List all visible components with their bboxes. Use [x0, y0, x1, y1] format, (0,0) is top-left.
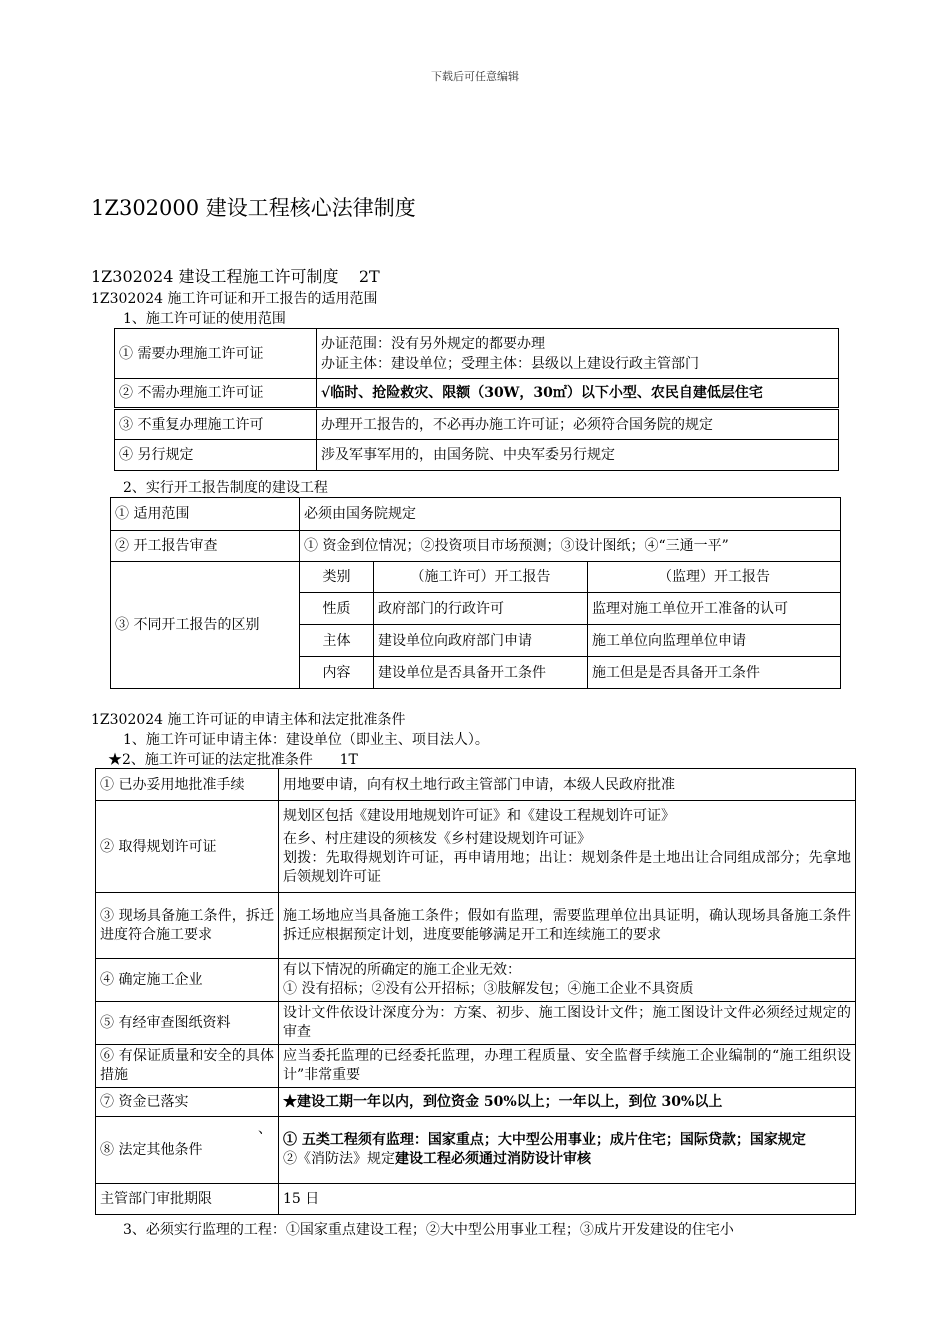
- table-cell: 涉及军事军用的，由国务院、中央军委另行规定: [317, 440, 839, 471]
- table-row: [115, 379, 839, 409]
- table-start-report: [110, 497, 841, 689]
- table-row: [115, 440, 839, 471]
- document-title: 1Z302000 建设工程核心法律制度: [91, 196, 416, 220]
- item-usage-scope: 1、施工许可证的使用范围: [123, 311, 286, 327]
- table-row: [111, 531, 841, 562]
- table-row: [96, 801, 856, 893]
- table-row: [111, 498, 841, 531]
- table-cell: 建设单位是否具备开工条件: [374, 657, 588, 689]
- table-cell: 施工但是是否具备开工条件: [588, 657, 841, 689]
- table-row: [115, 409, 839, 440]
- table-cell: 办理开工报告的，不必再办施工许可证；必须符合国务院的规定: [317, 409, 839, 440]
- table-row: [96, 1088, 856, 1117]
- table-cell: 用地要申请，向有权土地行政主管部门申请，本级人民政府批准: [279, 769, 856, 801]
- table-cell: √临时、抢险救灾、限额（30W，30㎡）以下小型、农民自建低层住宅: [317, 379, 839, 409]
- table-cell: ① 需要办理施工许可证: [115, 329, 317, 379]
- header-note: 下载后可任意编辑: [431, 70, 519, 83]
- table-cell: ② 不需办理施工许可证: [115, 379, 317, 409]
- cell-text: ⑧ 法定其他条件: [100, 1142, 203, 1158]
- table-cell: ⑤ 有经审查图纸资料: [96, 1002, 279, 1045]
- cell-line: [283, 1150, 851, 1169]
- table-cell: 政府部门的行政许可: [374, 593, 588, 625]
- table-cell: 设计文件依设计深度分为：方案、初步、施工图设计文件；施工图设计文件必须经过规定的审查: [279, 1002, 856, 1045]
- table-cell: 内容: [300, 657, 374, 689]
- table-cell: ⑦ 资金已落实: [96, 1088, 279, 1117]
- table-cell: ⑥ 有保证质量和安全的具体措施: [96, 1045, 279, 1088]
- table-cell: ② 开工报告审查: [111, 531, 300, 562]
- section-heading: [91, 264, 380, 287]
- table-row: [96, 1117, 856, 1184]
- item-supervision: 3、必须实行监理的工程：①国家重点建设工程；②大中型公用事业工程；③成片开发建设的住宅小: [123, 1222, 734, 1238]
- table-row: [115, 329, 839, 379]
- table-cell: [279, 1117, 856, 1184]
- table-header-cell: （施工许可）开工报告: [374, 562, 588, 593]
- table-row: [96, 769, 856, 801]
- table-cell: ③ 不重复办理施工许可: [115, 409, 317, 440]
- table-cell: 应当委托监理的已经委托监理，办理工程质量、安全监督手续施工企业编制的“施工组织设计”非常重要: [279, 1045, 856, 1088]
- table-cell: [317, 329, 839, 379]
- cell-text: ②《消防法》规定: [283, 1151, 395, 1167]
- item-start-report: 2、实行开工报告制度的建设工程: [123, 480, 328, 496]
- cell-line: ① 没有招标；②没有公开招标；③肢解发包；④施工企业不具资质: [283, 981, 694, 997]
- table-cell: 主体: [300, 625, 374, 657]
- table-usage-scope: [114, 328, 839, 471]
- table-row: [96, 1002, 856, 1045]
- table-cell: ① 资金到位情况；②投资项目市场预测；③设计图纸；④“三通一平”: [300, 531, 841, 562]
- item-applicant: 1、施工许可证申请主体：建设单位（即业主、项目法人）。: [123, 732, 489, 748]
- table-cell: [96, 1117, 279, 1184]
- cell-line: 办证范围：没有另外规定的都要办理: [321, 335, 545, 352]
- table-cell: ★建设工期一年以内，到位资金 50%以上；一年以上，到位 30%以上: [279, 1088, 856, 1117]
- item-conditions-text: ★2、施工许可证的法定批准条件: [108, 752, 313, 768]
- table-row: [96, 1045, 856, 1088]
- section-score: 2T: [358, 267, 380, 286]
- cell-line: 规划区包括《建设用地规划许可证》和《建设工程规划许可证》: [283, 807, 675, 824]
- section-heading-text: 1Z302024 建设工程施工许可制度: [91, 267, 339, 286]
- table-row: [96, 1184, 856, 1215]
- table-cell: 建设单位向政府部门申请: [374, 625, 588, 657]
- item-conditions-score: 1T: [339, 752, 358, 768]
- cell-line: 划拨：先取得规划许可证，再申请用地；出让：规划条件是土地出让合同组成部分；先拿地后领规划许可证: [283, 849, 851, 885]
- cell-line: ① 五类工程须有监理：国家重点；大中型公用事业；成片住宅；国际贷款；国家规定: [283, 1132, 806, 1148]
- cell-mark: 、: [258, 1121, 272, 1137]
- cell-line: 在乡、村庄建设的须核发《乡村建设规划许可证》: [283, 830, 591, 847]
- table-cell: ① 适用范围: [111, 498, 300, 531]
- subsection-heading-1: 1Z302024 施工许可证和开工报告的适用范围: [91, 291, 378, 307]
- table-cell: 必须由国务院规定: [300, 498, 841, 531]
- item-conditions: [108, 749, 358, 769]
- table-cell: [279, 801, 856, 893]
- cell-line: 有以下情况的所确定的施工企业无效：: [283, 962, 521, 978]
- table-cell: 主管部门审批期限: [96, 1184, 279, 1215]
- table-cell: [279, 959, 856, 1002]
- table-row: [111, 562, 841, 593]
- table-cell: ④ 确定施工企业: [96, 959, 279, 1002]
- table-cell: 施工场地应当具备施工条件；假如有监理，需要监理单位出具证明，确认现场具备施工条件拆迁应根据预定计划，进度要能够满足开工和连续施工的要求: [279, 893, 856, 959]
- table-header-cell: 类别: [300, 562, 374, 593]
- cell-line: 办证主体：建设单位；受理主体：县级以上建设行政主管部门: [321, 355, 699, 372]
- table-cell: ③ 不同开工报告的区别: [111, 562, 300, 689]
- table-cell: ③ 现场具备施工条件，拆迁进度符合施工要求: [96, 893, 279, 959]
- table-cell: 15 日: [279, 1184, 856, 1215]
- table-row: [96, 959, 856, 1002]
- table-header-cell: （监理）开工报告: [588, 562, 841, 593]
- table-cell: ② 取得规划许可证: [96, 801, 279, 893]
- table-cell: ① 已办妥用地批准手续: [96, 769, 279, 801]
- table-cell: 监理对施工单位开工准备的认可: [588, 593, 841, 625]
- subsection-heading-2: 1Z302024 施工许可证的申请主体和法定批准条件: [91, 712, 406, 728]
- table-approval-conditions: [95, 768, 856, 1215]
- table-cell: ④ 另行规定: [115, 440, 317, 471]
- table-row: [96, 893, 856, 959]
- table-cell: 施工单位向监理单位申请: [588, 625, 841, 657]
- table-cell: 性质: [300, 593, 374, 625]
- cell-text-bold: 建设工程必须通过消防设计审核: [395, 1151, 591, 1167]
